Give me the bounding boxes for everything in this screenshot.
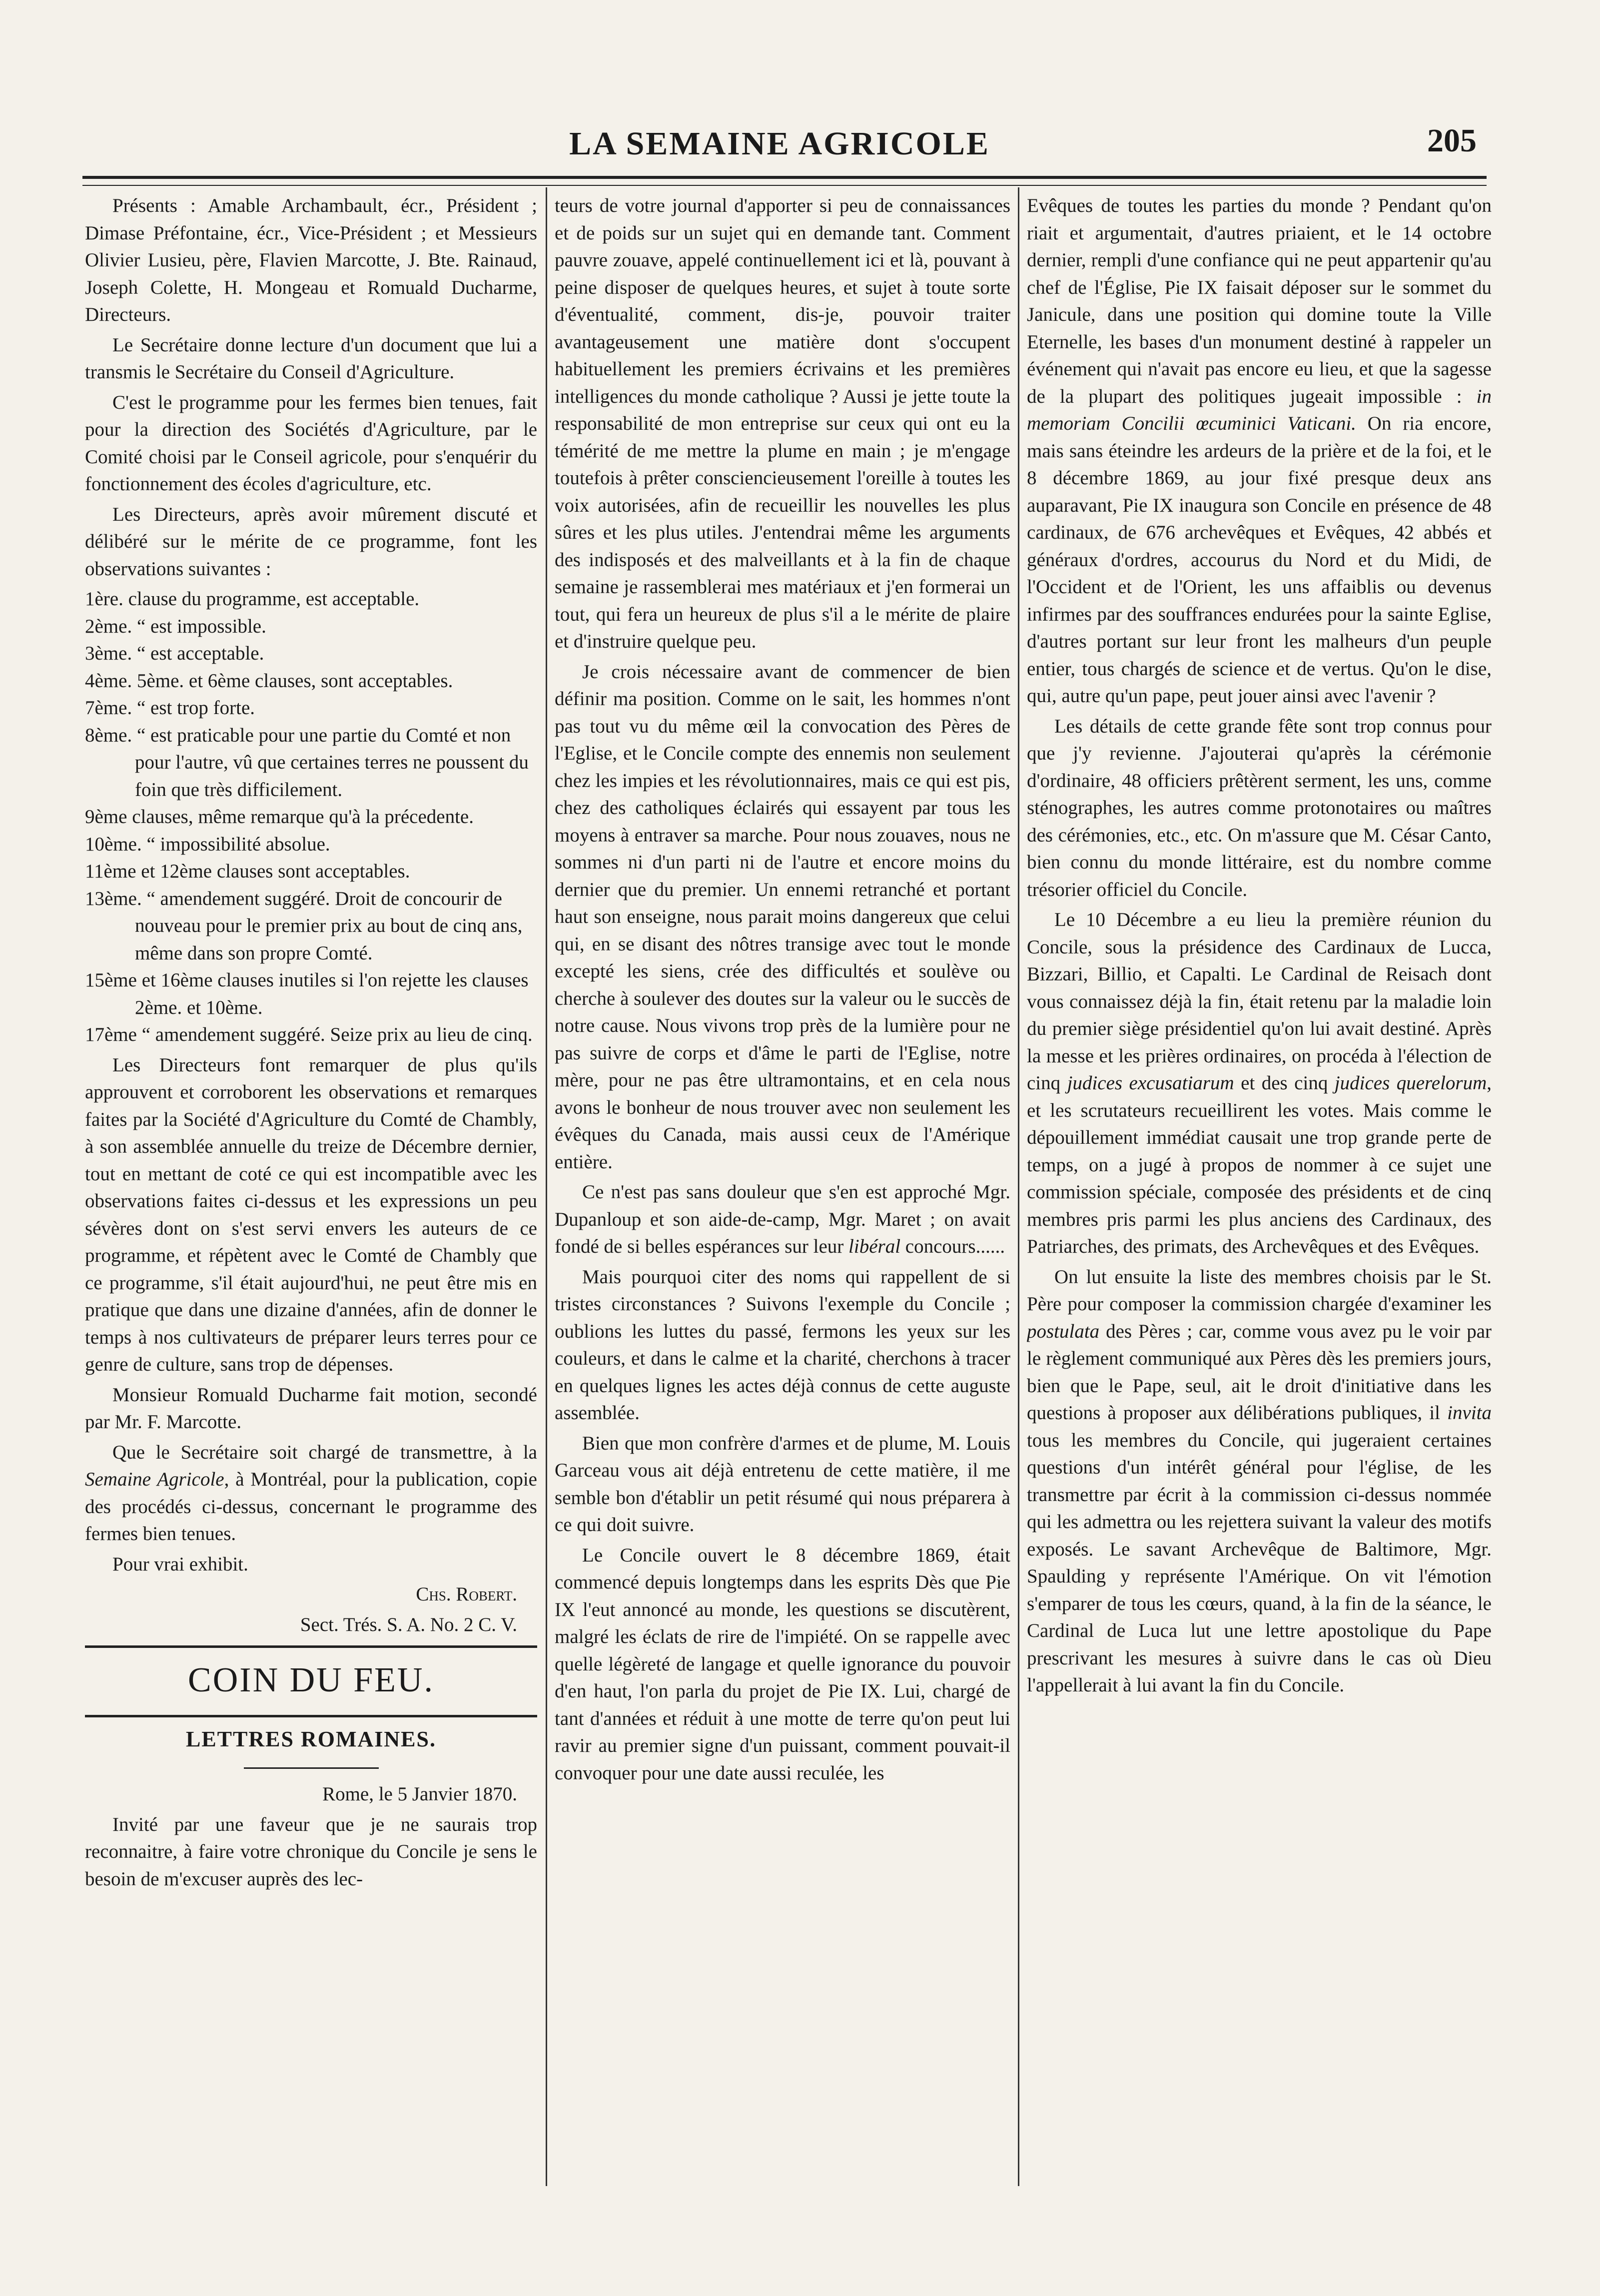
page-number: 205	[1427, 122, 1477, 159]
clause-item: 8ème. “ est praticable pour une partie du Comté et non pour l'autre, vû que certaines terres ne poussent du foin que très difficilement.	[85, 724, 529, 800]
section-rule	[85, 1715, 537, 1717]
clause-item: 3ème. “ est acceptable.	[85, 643, 264, 664]
clause-item: 13ème. “ amendement suggéré. Droit de concourir de nouveau pour le premier prix au bout de cinq ans, même dans son propre Comté.	[85, 887, 523, 964]
subsection-underline	[244, 1767, 379, 1769]
clause-item: 4ème. 5ème. et 6ème clauses, sont acceptables.	[85, 670, 453, 692]
paragraph: Le Secrétaire donne lecture d'un document que lui a transmis le Secrétaire du Conseil d'Agriculture.	[85, 334, 537, 383]
italic-run: postulata	[1027, 1320, 1100, 1342]
subsection-title: LETTRES ROMAINES.	[185, 1727, 436, 1751]
clause-item: 1ère. clause du programme, est acceptable.	[85, 588, 420, 610]
paragraph: Les Directeurs font remarquer de plus qu'ils approuvent et corroborent les observations et remarques faites par la Société d'Agriculture du Comté de Chambly, à son assemblée annuelle du treize de Décembre dernier, tout en mettant de coté ce qui est incompatible avec les observations faites ci-dessus et les expressions un peu sévères dont on s'est servi envers les auteurs de ce programme, et répètent avec le Comté de Chambly que ce programme, s'il était aujourd'hui, ne peut être mis en pratique que dans une dizaine d'années, afin de donner le temps à nos cultivateurs de préparer leurs terres pour ce genre de culture, sans trop de dépenses.	[85, 1054, 537, 1375]
publication-title: LA SEMAINE AGRICOLE	[569, 125, 990, 162]
text-run: et des cinq	[1234, 1072, 1335, 1094]
text-run: tous les membres du Concile, qui jugeraient certaines questions d'un intérêt général pour l'église, de les transmettre par écrit à la commission ci-dessus nommée qui les admettra ou les rejettera suivant la valeur des motifs exposés. Le savant Archevêque de Baltimore, Mgr. Spaulding y représente l'Amérique. On vit l'émotion s'emparer de tous les cœurs, quand, à la fin de la séance, le Cardinal de Luca lut une lettre apostolique du Pape prescrivant les mesures à suivre dans le cas où Dieu l'appellerait à lui avant la fin du Concile.	[1027, 1429, 1492, 1696]
text-run: On lut ensuite la liste des membres choisis par le St. Père pour composer la commission chargée d'examiner les	[1027, 1266, 1492, 1315]
paragraph: Les Directeurs, après avoir mûrement discuté et délibéré sur le mérite de ce programme, font les observations suivantes :	[85, 503, 537, 580]
paragraph	[1027, 192, 1492, 710]
italic-run: judices excusatiarum	[1067, 1072, 1234, 1094]
italic-run: judices querelorum	[1334, 1072, 1487, 1094]
text-run: Evêques de toutes les parties du monde ? Pendant qu'on riait et argumentait, d'autres priaient, et le 14 octobre dernier, rempli d'une confiance qui ne peut appartenir qu'au chef de l'Église, Pie IX faisait déposer sur le sommet du Janicule, dans une position qui domine toute la Ville Eternelle, les bases d'un monument destiné à rappeler un événement qui n'avait pas encore eu lieu, et que la sagesse de la plupart des politiques jugeait impossible :	[1027, 195, 1492, 407]
clause-list	[85, 586, 537, 1049]
text-run: des Pères ; car, comme vous avez pu le voir par le règlement communiqué aux Pères dès les premiers jours, bien que le Pape, seul, ait le droit d'initiative dans les questions à proposer aux délibérations publiques, il	[1027, 1320, 1492, 1424]
header-rule	[82, 176, 1487, 186]
clause-item: 9ème clauses, même remarque qu'à la précedente.	[85, 806, 474, 827]
text-run: Le 10 Décembre a eu lieu la première réunion du Concile, sous la présidence des Cardinaux de Lucca, Bizzari, Billio, et Capalti. Le Cardinal de Reisach dont vous connaissez déjà la fin, était retenu par la maladie loin du premier siège présidentiel qu'on lui avait destiné. Après la messe et les prières ordinaires, on procéda à l'élection de cinq	[1027, 909, 1492, 1094]
paragraph: Le Concile ouvert le 8 décembre 1869, était commencé depuis longtemps dans les esprits Dès que Pie IX l'eut annoncé au monde, les questions se discutèrent, malgré les éclats de rire de l'impiété. On se rappelle avec quelle légèreté de langage et quelle ignorance du pouvoir d'en haut, l'on parla du projet de Pie IX. Lui, chargé de tant d'années et réduit à une motte de terre qu'on peut lui ravir au premier signe d'un puissant, comment pouvait-il convoquer pour une date aussi reculée, les	[555, 1544, 1010, 1784]
clause-item: 15ème et 16ème clauses inutiles si l'on rejette les clauses 2ème. et 10ème.	[85, 969, 529, 1018]
text-run: , et les scrutateurs recueillirent les votes. Mais comme le dépouillement immédiat causait une trop grande perte de temps, on a jugé à propos de nommer à ce sujet une commission spéciale, composée des présidents et de cinq membres pris parmi les plus anciens des Cardinaux, des Patriarches, des primats, des Archevêques et des Evêques.	[1027, 1072, 1492, 1257]
italic-run: libéral	[848, 1236, 901, 1257]
paragraph: teurs de votre journal d'apporter si peu de connaissances et de poids sur un sujet qui en demande tant. Comment pauvre zouave, appelé continuellement ici et là, pouvant à peine disposer de quelques heures, et sujet à toute sorte d'éventualité, comment, dis-je, pouvoir traiter avantageusement une matière dont s'occupent habituellement les premiers écrivains et les premières intelligences du monde catholique ? Aussi je jette toute la responsabilité de mon entreprise sur ceux qui ont eu la témérité de me mettre la plume en main ; je m'engage toutefois à prêter consciencieusement l'oreille à toutes les voix autorisées, afin de recueillir les nouvelles les plus sûres et les plus utiles. J'entendrai même les arguments des indisposés et des malveillants et à la fin de chaque semaine je rassemblerai mes matériaux et j'en formerai un tout, qui fera un heureux de plus s'il a le mérite de plaire et d'instruire quelque peu.	[555, 195, 1010, 652]
clause-item: 7ème. “ est trop forte.	[85, 697, 255, 719]
column-3	[1027, 192, 1492, 2221]
paragraph	[85, 1439, 537, 1548]
text-run: Ce n'est pas sans douleur que s'en est approché Mgr. Dupanloup et son aide-de-camp, Mgr. Maret ; on avait fondé de si belles espérances sur leur	[555, 1181, 1010, 1257]
paragraph: Les détails de cette grande fête sont trop connus pour que j'y revienne. J'ajouterai qu'après la cérémonie d'ordinaire, 48 officiers prêtèrent serment, les uns, comme sténographes, les autres comme protonotaires ou maîtres des cérémonies, etc., etc. On m'assure que M. César Canto, bien connu du monde littéraire, est du nombre comme trésorier officiel du Concile.	[1027, 715, 1492, 900]
clause-item: 10ème. “ impossibilité absolue.	[85, 833, 330, 855]
column-1	[85, 192, 537, 1896]
column-2	[555, 192, 1010, 2221]
paragraph: Bien que mon confrère d'armes et de plume, M. Louis Garceau vous ait déjà entretenu de cette matière, il me semble bon d'établir un petit résumé qui nous préparera à ce qui doit suivre.	[555, 1432, 1010, 1535]
italic-run: invita	[1447, 1402, 1492, 1424]
clause-item: 17ème “ amendement suggéré. Seize prix au lieu de cinq.	[85, 1024, 533, 1045]
signature-title: Sect. Trés. S. A. No. 2 C. V.	[300, 1613, 517, 1635]
column-divider	[546, 187, 547, 2186]
clause-item: 11ème et 12ème clauses sont acceptables.	[85, 860, 410, 882]
paragraph: Mais pourquoi citer des noms qui rappellent de si tristes circonstances ? Suivons l'exemple du Concile ; oublions les luttes du passé, fermons les yeux sur les couleurs, et dans le calme et la charité, cherchons à tracer en quelques lignes les actes déjà connus de cette auguste assemblée.	[555, 1266, 1010, 1424]
column-divider	[1018, 187, 1019, 2186]
motion-paragraph: Monsieur Romuald Ducharme fait motion, secondé par Mr. F. Marcotte.	[85, 1384, 537, 1433]
paragraph: C'est le programme pour les fermes bien tenues, fait pour la direction des Sociétés d'Agriculture, par le Comité choisi par le Conseil agricole, pour s'enquérir du fonctionnement des écoles d'agriculture, etc.	[85, 391, 537, 495]
text-run: Que le Secrétaire soit chargé de transmettre, à la	[112, 1441, 537, 1463]
section-title: COIN DU FEU.	[188, 1661, 434, 1699]
text-run: On ria encore, mais sans éteindre les ardeurs de la prière et de la foi, et le 8 décembre 1869, au jour fixé presque deux ans auparavant, Pie IX inaugura son Concile en présence de 48 cardinaux, de 676 archevêques et Evêques, 42 abbés et généraux d'ordres, accourus du Nord et du Midi, de l'Occident et de l'Orient, les uns affaiblis ou devenus infirmes par des souffrances endurées pour la sainte Eglise, d'autres portant sur leur front les malheurs d'un peuple entier, tous chargés de science et de vertus. Qu'on le dise, qui, autre qu'un pape, peut jouer ainsi avec l'avenir ?	[1027, 413, 1492, 707]
dateline: Rome, le 5 Janvier 1870.	[322, 1783, 517, 1805]
running-head	[82, 115, 1477, 170]
paragraph	[1027, 1264, 1492, 1699]
paragraph	[1027, 906, 1492, 1261]
text-run: , à Montréal, pour la publication, copie des procédés ci-dessus, concernant le programme des fermes bien tenues.	[85, 1469, 537, 1544]
paragraph: Pour vrai exhibit.	[112, 1553, 248, 1575]
signature-name: Chs. Robert.	[416, 1583, 517, 1605]
paragraph: Je crois nécessaire avant de commencer de bien définir ma position. Comme on le sait, les hommes n'ont pas tout vu du même œil la convocation des Pères de l'Eglise, et le Concile compte des ennemis non seulement chez les impies et les révolutionnaires, mais ce qui est pis, chez des catholiques éclairés qui essayent par tous les moyens à entraver sa marche. Pour nous zouaves, nous ne sommes ni d'un parti ni de l'autre et encore moins du dernier que du premier. Un ennemi retranché et portant haut son enseigne, nous parait moins dangereux que celui qui, en se disant des nôtres transige avec tout le monde excepté les siens, crée des difficultés et soulève ou cherche à soulever des doutes sur la valeur ou le succès de notre cause. Nous vivons trop près de la lumière pour ne pas suivre de corps et d'âme le parti de l'Eglise, notre mère, pour ne pas être ultramontains, et en cela nous avons le bonheur de nous trouver avec non seulement les évêques du Canada, mais aussi ceux de l'Amérique entière.	[555, 661, 1010, 1173]
text-run: concours......	[900, 1236, 1005, 1257]
attendance-paragraph: Présents : Amable Archambault, écr., Président ; Dimase Préfontaine, écr., Vice-Président ; et Messieurs Olivier Lusieu, père, Flavien Marcotte, J. Bte. Rainaud, Joseph Colette, H. Mongeau et Romuald Ducharme, Directeurs.	[85, 195, 537, 325]
section-rule	[85, 1645, 537, 1648]
clause-item: 2ème. “ est impossible.	[85, 615, 266, 637]
italic-run: Semaine Agricole	[85, 1469, 224, 1490]
italic-run: in memoriam Concilii œcuminici Vaticani.	[1027, 385, 1492, 434]
paragraph: Invité par une faveur que je ne saurais trop reconnaitre, à faire votre chronique du Concile je sens le besoin de m'excuser auprès des lec-	[85, 1813, 537, 1890]
paragraph	[555, 1179, 1010, 1261]
